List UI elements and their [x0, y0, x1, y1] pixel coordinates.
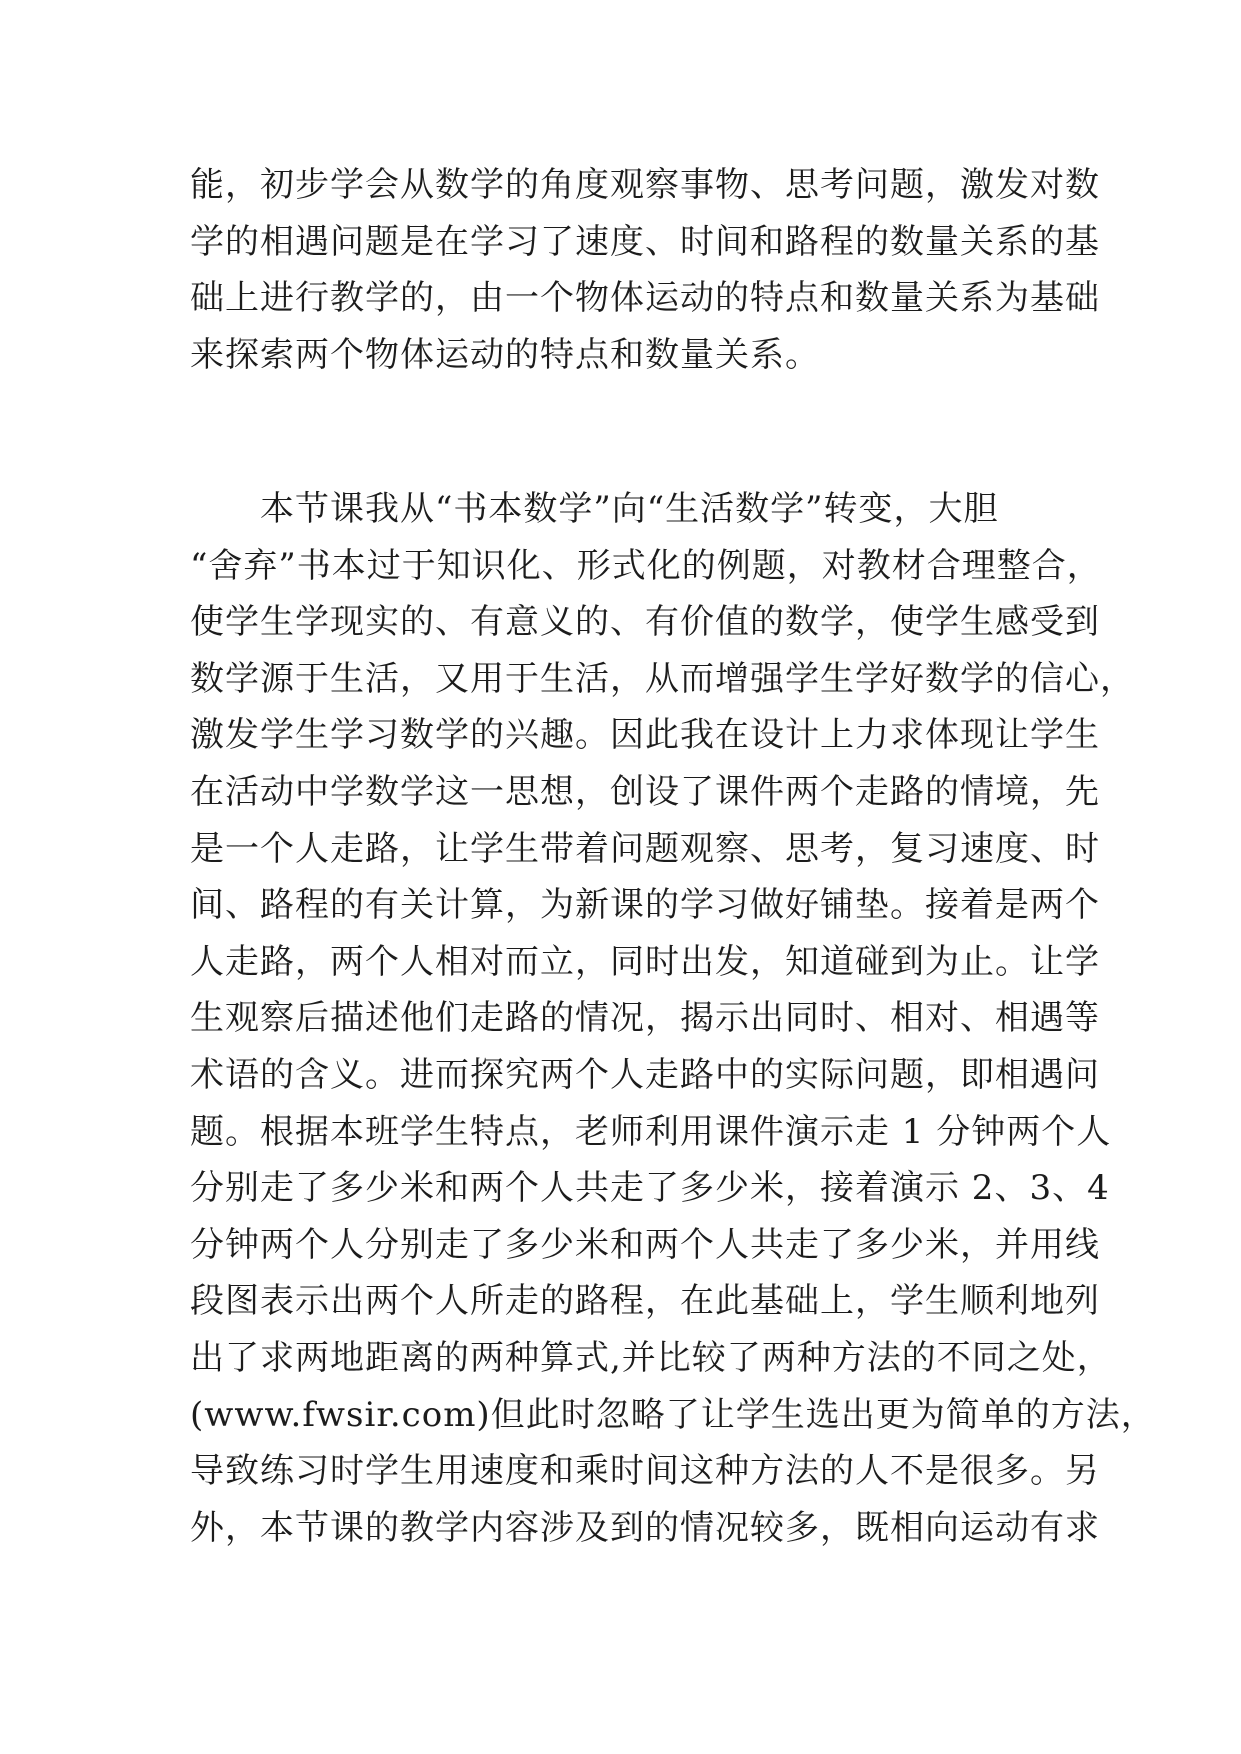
- paragraph-line: 间、路程的有关计算，为新课的学习做好铺垫。接着是两个: [190, 885, 1100, 926]
- paragraph-2: [190, 481, 1156, 1556]
- paragraph-line: 题。根据本班学生特点，老师利用课件演示走 1 分钟两个人: [190, 1111, 1112, 1152]
- paragraph-line: 是一个人走路，让学生带着问题观察、思考，复习速度、时: [190, 828, 1100, 869]
- paragraph-line: 础上进行教学的，由一个物体运动的特点和数量关系为基础: [190, 278, 1100, 319]
- paragraph-line: 使学生学现实的、有意义的、有价值的数学，使学生感受到: [190, 602, 1100, 643]
- paragraph-line: 人走路，两个人相对而立，同时出发，知道碰到为止。让学: [190, 941, 1100, 982]
- paragraph-line: 分钟两个人分别走了多少米和两个人共走了多少米，并用线: [190, 1224, 1100, 1265]
- paragraph-line: 学的相遇问题是在学习了速度、时间和路程的数量关系的基: [190, 221, 1100, 262]
- paragraph-line: 激发学生学习数学的兴趣。因此我在设计上力求体现让学生: [190, 715, 1100, 756]
- paragraph-line: 在活动中学数学这一思想，创设了课件两个走路的情境，先: [190, 771, 1100, 812]
- paragraph-line: 外，本节课的教学内容涉及到的情况较多，既相向运动有求: [190, 1507, 1100, 1548]
- paragraph-line: 能，初步学会从数学的角度观察事物、思考问题，激发对数: [190, 165, 1100, 205]
- paragraph-line: 段图表示出两个人所走的路程，在此基础上，学生顺利地列: [190, 1281, 1100, 1322]
- paragraph-1: [190, 157, 1100, 383]
- paragraph-line: “舍弃”书本过于知识化、形式化的例题，对教材合理整合，: [190, 545, 1102, 586]
- paragraph-line: (www.fwsir.com)但此时忽略了让学生选出更为简单的方法，: [190, 1394, 1156, 1435]
- paragraph-line: 术语的含义。进而探究两个人走路中的实际问题，即相遇问: [190, 1054, 1100, 1095]
- paragraph-line: 生观察后描述他们走路的情况，揭示出同时、相对、相遇等: [190, 998, 1100, 1039]
- paragraph-line: 数学源于生活，又用于生活，从而增强学生学好数学的信心，: [190, 658, 1135, 699]
- paragraph-line: 本节课我从“书本数学”向“生活数学”转变，大胆: [190, 489, 999, 529]
- paragraph-line: 导致练习时学生用速度和乘时间这种方法的人不是很多。另: [190, 1451, 1100, 1492]
- paragraph-line: 来探索两个物体运动的特点和数量关系。: [190, 334, 820, 375]
- paragraph-line: 分别走了多少米和两个人共走了多少米，接着演示 2、3、4: [190, 1168, 1110, 1209]
- paragraph-line: 出了求两地距离的两种算式,并比较了两种方法的不同之处，: [190, 1337, 1112, 1378]
